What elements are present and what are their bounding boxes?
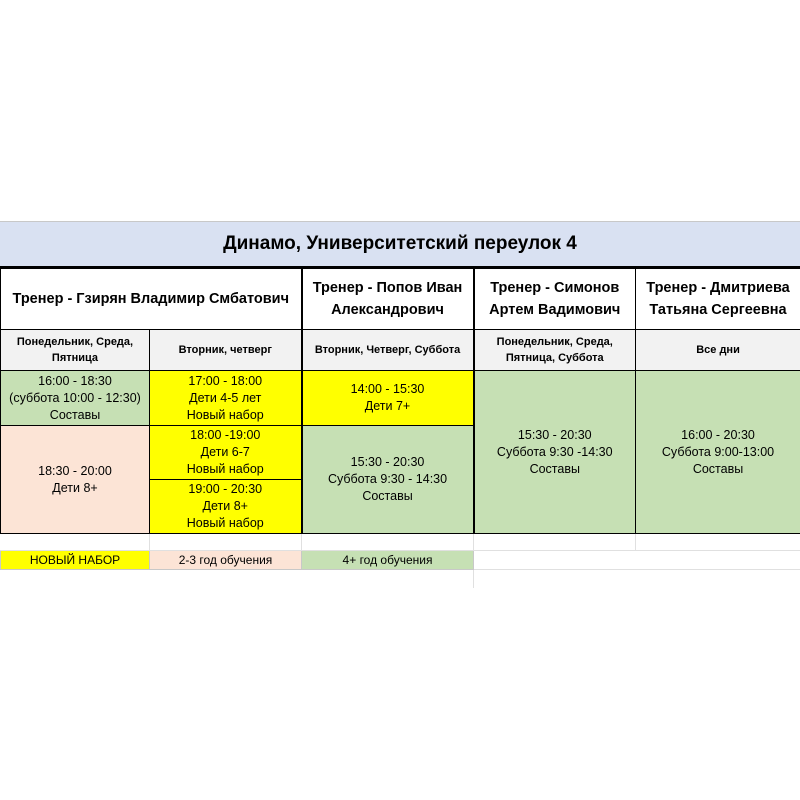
cell-c1-a: 16:00 - 18:30 (суббота 10:00 - 12:30) Составы (1, 371, 150, 426)
schedule-table (0, 268, 800, 588)
cell-c3-b: 15:30 - 20:30 Суббота 9:30 - 14:30 Составы (302, 426, 474, 534)
days-col1: Понедельник, Среда, Пятница (1, 330, 150, 371)
legend-new-recruit: НОВЫЙ НАБОР (1, 551, 150, 570)
days-col3: Вторник, Четверг, Суббота (302, 330, 474, 371)
days-col5: Все дни (636, 330, 800, 371)
coach-dmitrieva: Тренер - Дмитриева Татьяна Сергеевна (636, 269, 800, 330)
slot-row-1 (1, 371, 800, 426)
legend-years-4-plus: 4+ год обучения (302, 551, 474, 570)
coach-row (1, 269, 800, 330)
blank-row (1, 534, 800, 551)
cell-c5: 16:00 - 20:30 Суббота 9:00-13:00 Составы (636, 371, 800, 534)
cell-c4: 15:30 - 20:30 Суббота 9:30 -14:30 Составы (474, 371, 636, 534)
trailing-row (1, 570, 800, 589)
coach-simonov: Тренер - Симонов Артем Вадимович (474, 269, 636, 330)
cell-c1-b: 18:30 - 20:00 Дети 8+ (1, 426, 150, 534)
cell-c2-a: 17:00 - 18:00 Дети 4-5 лет Новый набор (150, 371, 302, 426)
legend-row (1, 551, 800, 570)
days-col2: Вторник, четверг (150, 330, 302, 371)
cell-c2-c: 19:00 - 20:30 Дети 8+ Новый набор (150, 480, 302, 534)
page-title: Динамо, Университетский переулок 4 (0, 221, 800, 268)
schedule-sheet (0, 221, 800, 588)
days-row (1, 330, 800, 371)
cell-c3-a: 14:00 - 15:30 Дети 7+ (302, 371, 474, 426)
days-col4: Понедельник, Среда, Пятница, Суббота (474, 330, 636, 371)
legend-years-2-3: 2-3 год обучения (150, 551, 302, 570)
cell-c2-b: 18:00 -19:00 Дети 6-7 Новый набор (150, 426, 302, 480)
coach-gziryan: Тренер - Гзирян Владимир Смбатович (1, 269, 302, 330)
coach-popov: Тренер - Попов Иван Александрович (302, 269, 474, 330)
